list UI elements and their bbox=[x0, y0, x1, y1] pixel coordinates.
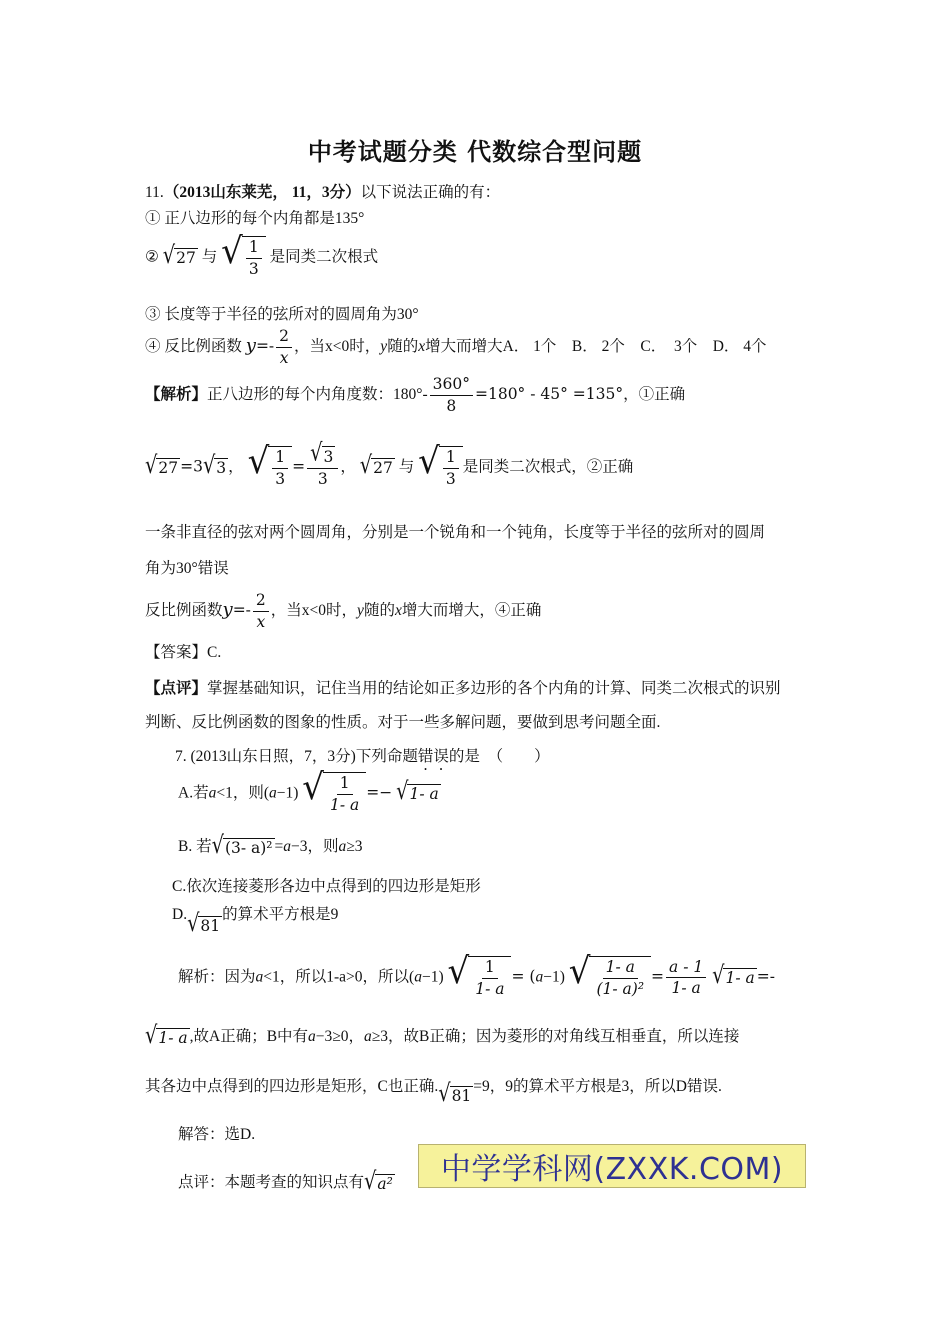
comment-11-line-2: 判断、反比例函数的图象的性质。对于一些多解问题，要做到思考问题全面. bbox=[145, 714, 661, 731]
question-text: 以下说法正确的有： bbox=[360, 184, 501, 201]
question-11-stem bbox=[145, 180, 500, 202]
analysis-11-line-1: 【解析】正八边形的每个内角度数：180°- $\frac{360^\circ}{8}$ =180° - 45° =135°，①正确 bbox=[145, 375, 686, 415]
analysis-11-line-2: √ 27 =3 √ 3 ， √ $\frac{1}{3}$ = √ 3 3 ， √ 27 与 √ $\frac{1}{3}$ 是同类二次根式，②正确 bbox=[145, 438, 634, 488]
comment-7: 点评：本题考查的知识点有 √ a² bbox=[178, 1166, 393, 1196]
connector-text: 与 bbox=[201, 248, 218, 266]
analysis-7-line-3: 其各边中点得到的四边形是矩形，C也正确. √ 81 =9，9的算术平方根是3，所以D错误. bbox=[145, 1078, 722, 1108]
analysis-11-line-4: 角为30°错误 bbox=[145, 560, 229, 577]
sqrt-27: √ 27 bbox=[162, 240, 196, 270]
sqrt-fraction-1-3: √ $\frac{1}{3}$ bbox=[221, 236, 266, 280]
analysis-11-line-5: 反比例函数y=- $\frac{2}{x}$ ，当x<0时，y随的x增大而增大，④正确 bbox=[145, 591, 542, 631]
statement-suffix: 是同类二次根式 bbox=[269, 248, 379, 266]
statement-2 bbox=[145, 230, 379, 280]
question-7-stem: 7. (2013山东日照，7，3分)下列命题错误的是 （ ） bbox=[175, 748, 550, 765]
answer-11: 【答案】C. bbox=[145, 644, 222, 661]
option-a: A.若a<1，则(a−1) √ $\frac{1}{1- a}$ =− √ 1- a bbox=[178, 766, 439, 814]
analysis-11-line-3: 一条非直径的弦对两个圆周角，分别是一个锐角和一个钝角，长度等于半径的弦所对的圆周 bbox=[145, 524, 766, 541]
option-d: D. √ 81 的算术平方根是9 bbox=[172, 906, 339, 938]
analysis-7-line-2: √ 1- a ,故A正确；B中有a−3≥0，a≥3，故B正确；因为菱形的对角线互相垂直，所以连接 bbox=[145, 1020, 740, 1050]
statement-3: ③ 长度等于半径的弦所对的圆周角为30° bbox=[145, 306, 419, 323]
comment-11-line-1: 【点评】掌握基础知识，记住当用的结论如正多边形的各个内角的计算、同类二次根式的识别 bbox=[145, 680, 781, 697]
option-c: C.依次连接菱形各边中点得到的四边形是矩形 bbox=[172, 878, 481, 895]
question-source: （2013山东莱芜， 11，3分） bbox=[163, 184, 361, 201]
statement-1: ① 正八边形的每个内角都是135° bbox=[145, 210, 365, 227]
watermark-banner: 中学学科网(ZXXK.COM) bbox=[418, 1144, 806, 1188]
option-b: B. 若 √ (3- a)² =a−3，则a≥3 bbox=[178, 830, 363, 860]
page-title: 中考试题分类 代数综合型问题 bbox=[307, 138, 643, 166]
statement-4: ④ 反比例函数 y=- $\frac{2}{x}$ ，当x<0时，y随的x增大而增大A． 1个 B． 2个 C． 3个 D． 4个 bbox=[145, 327, 767, 367]
analysis-7-line-1: 解析：因为a<1，所以1-a>0，所以(a−1) √ $\frac{1}{1- a}$ = (a−1) √ $\frac{1- a}{\text{(1- a)²}}$ = $\frac{a - 1}{1- a}$ √ 1- a =- bbox=[178, 950, 775, 998]
answer-options: A． 1个 B． 2个 C． 3个 D． 4个 bbox=[502, 337, 767, 355]
statement-marker: ② bbox=[145, 248, 159, 266]
question-number: 11. bbox=[145, 184, 164, 201]
answer-7: 解答：选D. bbox=[178, 1126, 256, 1143]
